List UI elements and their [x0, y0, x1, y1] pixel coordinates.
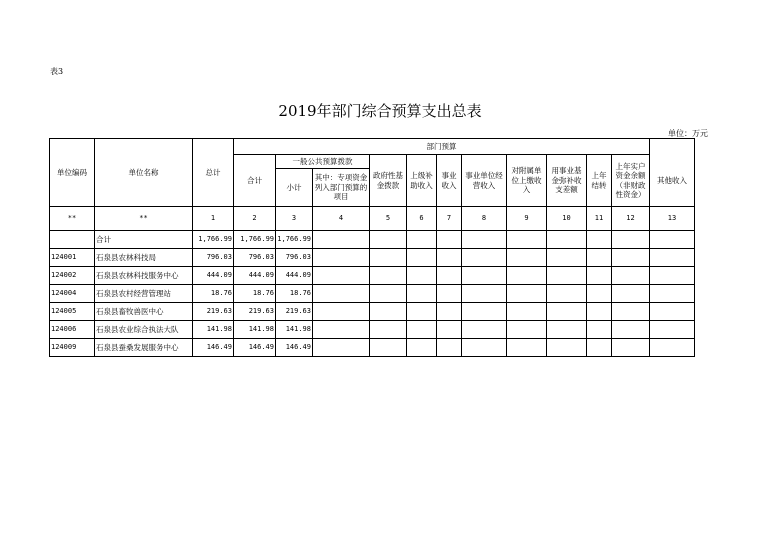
empty-cell [313, 339, 370, 357]
page-title: 2019年部门综合预算支出总表 [278, 102, 482, 120]
row-total: 141.98 [193, 321, 234, 339]
empty-cell [507, 249, 547, 267]
row-code: 124005 [50, 303, 95, 321]
header-unit-name: 单位名称 [95, 139, 193, 207]
empty-cell [612, 285, 650, 303]
empty-cell [650, 339, 695, 357]
row-name: 石泉县蚕桑发展服务中心 [95, 339, 193, 357]
header-blank [650, 139, 695, 155]
empty-cell [587, 321, 612, 339]
table-row [50, 303, 695, 321]
row-total: 146.49 [193, 339, 234, 357]
header-business-income: 事业收入 [437, 155, 462, 207]
empty-cell [370, 303, 407, 321]
row-name: 石泉县畜牧兽医中心 [95, 303, 193, 321]
header-dept-budget: 部门预算 [234, 139, 650, 155]
row-total: 1,766.99 [193, 231, 234, 249]
header-fund-balance: 用事业基金弥补收支差额 [547, 155, 587, 207]
index-cell: 1 [193, 207, 234, 231]
header-gov-fund: 政府性基金拨款 [370, 155, 407, 207]
row-subtotal: 219.63 [234, 303, 276, 321]
empty-cell [370, 249, 407, 267]
empty-cell [407, 339, 437, 357]
empty-cell [437, 285, 462, 303]
empty-cell [650, 231, 695, 249]
table-row [50, 231, 695, 249]
index-cell: 13 [650, 207, 695, 231]
row-code: 124009 [50, 339, 95, 357]
empty-cell [612, 321, 650, 339]
empty-cell [462, 249, 507, 267]
empty-cell [587, 267, 612, 285]
index-row [50, 207, 695, 231]
empty-cell [313, 285, 370, 303]
empty-cell [462, 285, 507, 303]
header-carry-over: 上年结转 [587, 155, 612, 207]
empty-cell [612, 267, 650, 285]
empty-cell [370, 285, 407, 303]
empty-cell [313, 267, 370, 285]
row-small: 146.49 [276, 339, 313, 357]
empty-cell [650, 249, 695, 267]
empty-cell [437, 231, 462, 249]
header-subtotal: 合计 [234, 155, 276, 207]
empty-cell [650, 267, 695, 285]
index-cell: 12 [612, 207, 650, 231]
row-code: 124002 [50, 267, 95, 285]
empty-cell [462, 321, 507, 339]
empty-cell [507, 267, 547, 285]
empty-cell [507, 339, 547, 357]
empty-cell [612, 231, 650, 249]
index-cell: 11 [587, 207, 612, 231]
row-small: 141.98 [276, 321, 313, 339]
budget-table [49, 138, 695, 357]
index-cell: ** [50, 207, 95, 231]
empty-cell [462, 231, 507, 249]
table-row [50, 339, 695, 357]
empty-cell [462, 339, 507, 357]
empty-cell [437, 249, 462, 267]
row-name: 石泉县农村经营管理站 [95, 285, 193, 303]
index-cell: 9 [507, 207, 547, 231]
header-unit-code: 单位编码 [50, 139, 95, 207]
header-general-public: 一般公共预算拨款 [276, 155, 370, 169]
empty-cell [313, 249, 370, 267]
empty-cell [407, 285, 437, 303]
index-cell: 10 [547, 207, 587, 231]
empty-cell [462, 303, 507, 321]
empty-cell [547, 303, 587, 321]
empty-cell [612, 339, 650, 357]
row-name: 石泉县农林科技服务中心 [95, 267, 193, 285]
header-prior-balance: 上年实户资金余额（非财政性资金） [612, 155, 650, 207]
row-small: 796.03 [276, 249, 313, 267]
empty-cell [370, 339, 407, 357]
unit-label: 单位：万元 [668, 129, 708, 138]
header-special-funds: 其中：专项资金列入部门预算的项目 [313, 169, 370, 207]
empty-cell [313, 303, 370, 321]
empty-cell [547, 285, 587, 303]
empty-cell [437, 321, 462, 339]
empty-cell [507, 231, 547, 249]
row-total: 18.76 [193, 285, 234, 303]
row-subtotal: 146.49 [234, 339, 276, 357]
empty-cell [437, 303, 462, 321]
table-row [50, 285, 695, 303]
row-subtotal: 444.09 [234, 267, 276, 285]
index-cell: 8 [462, 207, 507, 231]
empty-cell [547, 267, 587, 285]
table-row [50, 321, 695, 339]
row-total: 444.09 [193, 267, 234, 285]
empty-cell [547, 339, 587, 357]
empty-cell [587, 303, 612, 321]
header-affiliate-income: 对附属单位上缴收入 [507, 155, 547, 207]
header-total: 总计 [193, 139, 234, 207]
row-code [50, 231, 95, 249]
empty-cell [587, 231, 612, 249]
empty-cell [407, 231, 437, 249]
table-row [50, 267, 695, 285]
empty-cell [313, 231, 370, 249]
row-small: 18.76 [276, 285, 313, 303]
empty-cell [507, 303, 547, 321]
row-code: 124004 [50, 285, 95, 303]
empty-cell [587, 249, 612, 267]
index-cell: 4 [313, 207, 370, 231]
empty-cell [547, 321, 587, 339]
empty-cell [407, 321, 437, 339]
empty-cell [437, 267, 462, 285]
empty-cell [313, 321, 370, 339]
index-cell: ** [95, 207, 193, 231]
empty-cell [587, 285, 612, 303]
empty-cell [650, 285, 695, 303]
row-name: 石泉县农业综合执法大队 [95, 321, 193, 339]
row-name: 合计 [95, 231, 193, 249]
empty-cell [407, 303, 437, 321]
row-subtotal: 796.03 [234, 249, 276, 267]
empty-cell [507, 321, 547, 339]
row-code: 124006 [50, 321, 95, 339]
row-name: 石泉县农林科技局 [95, 249, 193, 267]
table-label: 表3 [50, 67, 64, 76]
empty-cell [370, 231, 407, 249]
empty-cell [370, 321, 407, 339]
index-cell: 2 [234, 207, 276, 231]
row-subtotal: 1,766.99 [234, 231, 276, 249]
row-total: 796.03 [193, 249, 234, 267]
row-code: 124001 [50, 249, 95, 267]
row-small: 219.63 [276, 303, 313, 321]
empty-cell [547, 231, 587, 249]
empty-cell [507, 285, 547, 303]
empty-cell [437, 339, 462, 357]
row-total: 219.63 [193, 303, 234, 321]
header-superior-subsidy: 上级补助收入 [407, 155, 437, 207]
header-operating-income: 事业单位经营收入 [462, 155, 507, 207]
header-small-total: 小计 [276, 169, 313, 207]
empty-cell [407, 249, 437, 267]
index-cell: 3 [276, 207, 313, 231]
empty-cell [547, 249, 587, 267]
row-subtotal: 18.76 [234, 285, 276, 303]
index-cell: 6 [407, 207, 437, 231]
empty-cell [407, 267, 437, 285]
row-subtotal: 141.98 [234, 321, 276, 339]
row-small: 444.09 [276, 267, 313, 285]
empty-cell [612, 249, 650, 267]
table-row [50, 249, 695, 267]
header-other-income: 其他收入 [650, 155, 695, 207]
index-cell: 7 [437, 207, 462, 231]
empty-cell [370, 267, 407, 285]
row-small: 1,766.99 [276, 231, 313, 249]
empty-cell [612, 303, 650, 321]
empty-cell [650, 321, 695, 339]
index-cell: 5 [370, 207, 407, 231]
empty-cell [462, 267, 507, 285]
empty-cell [650, 303, 695, 321]
empty-cell [587, 339, 612, 357]
